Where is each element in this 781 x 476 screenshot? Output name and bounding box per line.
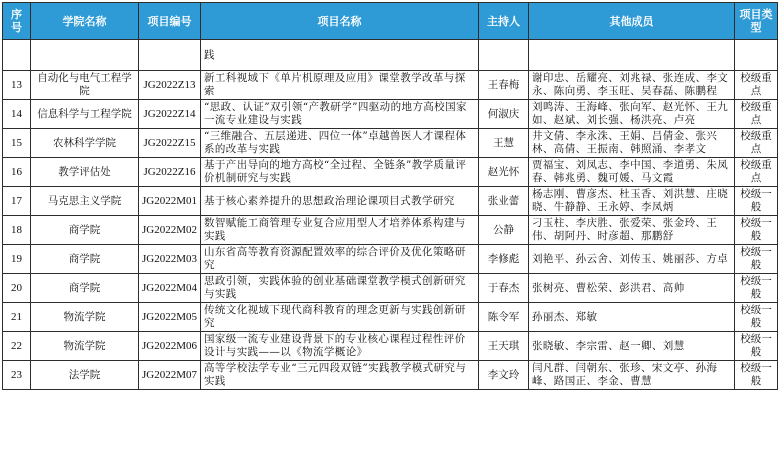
cell-college: 物流学院 [31,332,139,361]
cell-members: 刘鸣涛、王海峰、张向军、赵光怀、王九如、赵斌、刘长强、杨洪亮、卢亮 [529,100,735,129]
cell-name: 高等学校法学专业“三元四段双链”实践教学模式研究与实践 [201,361,479,390]
cell-type: 校级一般 [735,332,778,361]
cell-name: “思政、认证”双引领“产教研学”四驱动的地方高校国家一流专业建设与实践 [201,100,479,129]
cell-code: JG2022M05 [139,303,201,332]
cell-name: 践 [201,40,479,71]
cell-name: 新工科视域下《单片机原理及应用》课堂教学改革与探索 [201,71,479,100]
cell-index: 13 [3,71,31,100]
table-row [3,303,778,332]
cell-host: 李文玲 [479,361,529,390]
cell-type: 校级重点 [735,129,778,158]
cell-type: 校级重点 [735,158,778,187]
cell-members: 贾福宝、刘凤志、李中国、李道勇、朱凤春、韩兆勇、魏可媛、马文霞 [529,158,735,187]
table-row [3,274,778,303]
cell-host: 赵光怀 [479,158,529,187]
cell-members: 井文倩、李永洙、王娟、吕倩金、张兴林、高倩、王振南、韩照涌、李孝文 [529,129,735,158]
header-host: 主持人 [479,3,529,40]
cell-type: 校级一般 [735,361,778,390]
cell-index: 17 [3,187,31,216]
cell-members [529,40,735,71]
cell-college: 商学院 [31,216,139,245]
cell-name: 数智赋能工商管理专业复合应用型人才培养体系构建与实践 [201,216,479,245]
cell-code: JG2022Z15 [139,129,201,158]
cell-college: 信息科学与工程学院 [31,100,139,129]
cell-college [31,40,139,71]
cell-type: 校级重点 [735,71,778,100]
cell-index: 23 [3,361,31,390]
cell-host: 王春梅 [479,71,529,100]
cell-host: 公静 [479,216,529,245]
table-row [3,100,778,129]
header-name: 项目名称 [201,3,479,40]
cell-host: 何淑庆 [479,100,529,129]
cell-college: 法学院 [31,361,139,390]
table-row [3,129,778,158]
cell-members: 张晓敏、李宗雷、赵一卿、刘慧 [529,332,735,361]
table-row [3,187,778,216]
cell-host: 张业蕾 [479,187,529,216]
cell-college: 商学院 [31,274,139,303]
cell-host: 王天琪 [479,332,529,361]
cell-index: 16 [3,158,31,187]
cell-type: 校级一般 [735,303,778,332]
cell-name: 山东省高等教育资源配置效率的综合评价及优化策略研究 [201,245,479,274]
table-row [3,245,778,274]
cell-code: JG2022Z13 [139,71,201,100]
cell-members: 谢印忠、岳耀亮、刘兆禄、张连成、李文永、陈向勇、李玉旺、吴春磊、陈鹏程 [529,71,735,100]
cell-code: JG2022M01 [139,187,201,216]
cell-code: JG2022M06 [139,332,201,361]
cell-members: 刘艳平、孙云舍、刘传玉、姚丽莎、方卓 [529,245,735,274]
cell-college: 物流学院 [31,303,139,332]
cell-members: 刁玉柱、李庆胜、张爱荣、张金玲、王伟、胡阿丹、时彦超、那鹏舒 [529,216,735,245]
cell-code: JG2022M07 [139,361,201,390]
cell-members: 张树亮、曹松荣、彭洪君、高帅 [529,274,735,303]
cell-index [3,40,31,71]
cell-name: 国家级一流专业建设背景下的专业核心课程过程性评价设计与实践——以《物流学概论》 [201,332,479,361]
cell-index: 18 [3,216,31,245]
cell-college: 自动化与电气工程学院 [31,71,139,100]
cell-name: “三维融合、五层递进、四位一体”卓越兽医人才课程体系的改革与实践 [201,129,479,158]
cell-code [139,40,201,71]
cell-members: 杨志刚、曹彦杰、杜玉香、刘洪慧、庄晓晓、牛静静、王永婷、李凤炳 [529,187,735,216]
cell-college: 马克思主义学院 [31,187,139,216]
cell-name: 基于产出导向的地方高校“全过程、全链条”教学质量评价机制研究与实践 [201,158,479,187]
table-row [3,361,778,390]
cell-college: 商学院 [31,245,139,274]
cell-type: 校级一般 [735,187,778,216]
header-members: 其他成员 [529,3,735,40]
cell-members: 闫凡群、闫朝东、张珍、宋文亭、孙海峰、路国正、李金、曹慧 [529,361,735,390]
table-row [3,71,778,100]
cell-members: 孙丽杰、郑敏 [529,303,735,332]
cell-host: 王慧 [479,129,529,158]
cell-college: 教学评估处 [31,158,139,187]
cell-host: 于春杰 [479,274,529,303]
cell-index: 21 [3,303,31,332]
continued-row [3,40,778,71]
cell-index: 15 [3,129,31,158]
cell-name: 思政引领，实践体验的创业基础课堂教学模式创新研究与实践 [201,274,479,303]
cell-code: JG2022Z14 [139,100,201,129]
table-row [3,158,778,187]
header-college: 学院名称 [31,3,139,40]
header-index: 序号 [3,3,31,40]
cell-type: 校级一般 [735,216,778,245]
cell-type: 校级重点 [735,100,778,129]
cell-host: 陈令军 [479,303,529,332]
cell-code: JG2022Z16 [139,158,201,187]
header-row [3,3,778,40]
cell-index: 19 [3,245,31,274]
cell-host [479,40,529,71]
table-row [3,332,778,361]
cell-code: JG2022M04 [139,274,201,303]
cell-index: 20 [3,274,31,303]
cell-type [735,40,778,71]
cell-code: JG2022M03 [139,245,201,274]
cell-college: 农林科学学院 [31,129,139,158]
table-row [3,216,778,245]
cell-index: 14 [3,100,31,129]
project-table [2,2,778,390]
header-type: 项目类型 [735,3,778,40]
cell-type: 校级一般 [735,274,778,303]
cell-name: 基于核心素养提升的思想政治理论课项目式教学研究 [201,187,479,216]
header-code: 项目编号 [139,3,201,40]
cell-type: 校级一般 [735,245,778,274]
cell-code: JG2022M02 [139,216,201,245]
cell-name: 传统文化视域下现代商科教育的理念更新与实践创新研究 [201,303,479,332]
cell-index: 22 [3,332,31,361]
cell-host: 李修彪 [479,245,529,274]
